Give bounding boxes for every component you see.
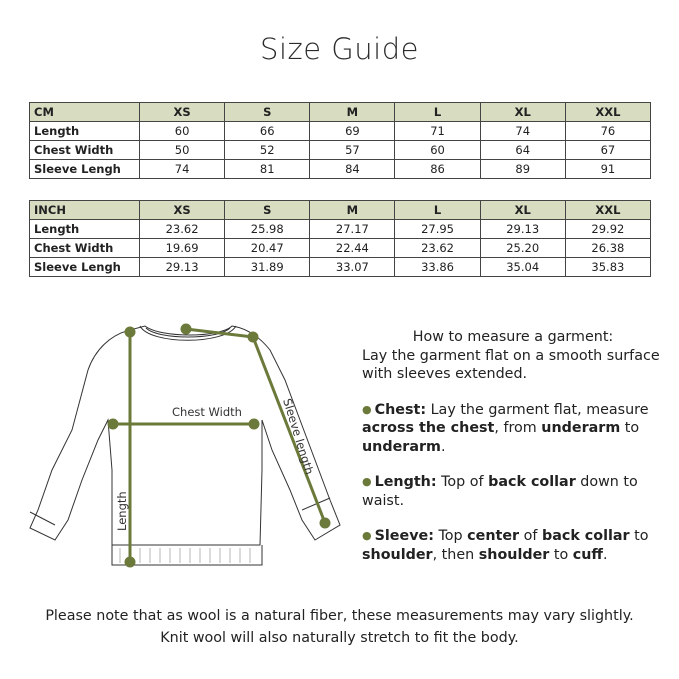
table-cell: 25.98 bbox=[225, 220, 310, 239]
table-cell: 89 bbox=[480, 160, 565, 179]
sleeve-length-label: Sleeve length bbox=[280, 396, 317, 477]
table-cell: 57 bbox=[310, 141, 395, 160]
table-header-cell: XS bbox=[140, 201, 225, 220]
table-cell: 74 bbox=[140, 160, 225, 179]
table-header-cell: S bbox=[225, 201, 310, 220]
table-cell: 50 bbox=[140, 141, 225, 160]
chest-text: to bbox=[620, 420, 640, 436]
row-label: Length bbox=[30, 122, 140, 141]
sleeve-text: to bbox=[549, 546, 573, 563]
sleeve-text: to bbox=[629, 528, 649, 544]
row-label: Sleeve Lengh bbox=[30, 258, 140, 277]
table-cell: 60 bbox=[395, 141, 480, 160]
row-label: Chest Width bbox=[30, 141, 140, 160]
table-header-cell: XL bbox=[480, 103, 565, 122]
table-cell: 26.38 bbox=[565, 239, 650, 258]
table-header-cell: XL bbox=[480, 201, 565, 220]
length-measure-dot bbox=[126, 558, 134, 566]
table-header-cell: S bbox=[225, 103, 310, 122]
sleeve-measure-dot bbox=[182, 325, 190, 333]
table-header-cell: XXL bbox=[565, 103, 650, 122]
table-cell: 66 bbox=[225, 122, 310, 141]
table-cell: 84 bbox=[310, 160, 395, 179]
table-header-cell: INCH bbox=[30, 201, 140, 220]
length-text: down to waist. bbox=[362, 474, 638, 509]
table-cell: 52 bbox=[225, 141, 310, 160]
sleeve-text-bold: center bbox=[467, 528, 520, 544]
sleeve-text: of bbox=[519, 528, 542, 544]
table-cell: 29.13 bbox=[480, 220, 565, 239]
footnote-line-2: Knit wool will also naturally stretch to fit the body. bbox=[160, 630, 519, 646]
table-cell: 35.83 bbox=[565, 258, 650, 277]
sleeve-text-bold: shoulder bbox=[362, 546, 433, 563]
page-title: Size Guide bbox=[260, 32, 419, 66]
bullet-icon: ● bbox=[362, 475, 372, 488]
table-header-cell: XXL bbox=[565, 201, 650, 220]
table-cell: 60 bbox=[140, 122, 225, 141]
sleeve-text: . bbox=[603, 546, 608, 563]
chest-text-bold: underarm bbox=[541, 420, 621, 436]
howto-chest bbox=[362, 401, 662, 457]
table-cell: 27.95 bbox=[395, 220, 480, 239]
table-cell: 20.47 bbox=[225, 239, 310, 258]
table-cell: 23.62 bbox=[395, 239, 480, 258]
table-cell: 33.07 bbox=[310, 258, 395, 277]
chest-text: , from bbox=[494, 420, 542, 436]
table-header-cell: L bbox=[395, 201, 480, 220]
table-cell: 76 bbox=[565, 122, 650, 141]
table-cell: 86 bbox=[395, 160, 480, 179]
table-cell: 25.20 bbox=[480, 239, 565, 258]
table-header-cell: M bbox=[310, 201, 395, 220]
chest-measure-dot bbox=[109, 420, 117, 428]
length-measure-dot bbox=[126, 328, 134, 336]
chest-text-bold: underarm bbox=[362, 438, 441, 455]
sleeve-text: Top bbox=[433, 528, 468, 544]
table-cell: 69 bbox=[310, 122, 395, 141]
row-label: Length bbox=[30, 220, 140, 239]
chest-text: Lay the garment flat, measure bbox=[426, 401, 649, 418]
table-cell: 23.62 bbox=[140, 220, 225, 239]
sleeve-heading: Sleeve: bbox=[374, 528, 434, 544]
chest-width-label: Chest Width bbox=[172, 405, 242, 419]
sleeve-text-bold: cuff bbox=[572, 546, 604, 563]
table-cell: 29.13 bbox=[140, 258, 225, 277]
chest-label: Chest: bbox=[374, 401, 427, 418]
chest-text: . bbox=[440, 438, 446, 455]
length-text-bold: back collar bbox=[488, 474, 576, 490]
table-cell: 22.44 bbox=[310, 239, 395, 258]
howto-length bbox=[362, 473, 662, 510]
sleeve-text-bold: shoulder bbox=[478, 546, 550, 563]
bullet-icon: ● bbox=[362, 529, 372, 542]
bullet-icon: ● bbox=[362, 402, 372, 416]
length-heading: Length: bbox=[374, 474, 437, 490]
sleeve-measure-dot bbox=[321, 519, 329, 527]
table-cell: 29.92 bbox=[565, 220, 650, 239]
how-to-measure bbox=[362, 328, 662, 564]
sleeve-measure-dot bbox=[249, 333, 257, 341]
sleeve-text-bold: back collar bbox=[541, 528, 630, 544]
table-cell: 35.04 bbox=[480, 258, 565, 277]
table-cell: 19.69 bbox=[140, 239, 225, 258]
table-cell: 64 bbox=[480, 141, 565, 160]
table-cell: 71 bbox=[395, 122, 480, 141]
table-cell: 81 bbox=[225, 160, 310, 179]
row-label: Sleeve Lengh bbox=[30, 160, 140, 179]
howto-intro: Lay the garment flat on a smooth surface with sleeves extended. bbox=[362, 347, 660, 382]
chest-measure-dot bbox=[250, 420, 258, 428]
table-header-cell: L bbox=[395, 103, 480, 122]
table-cell: 74 bbox=[480, 122, 565, 141]
table-header-cell: M bbox=[310, 103, 395, 122]
length-text: Top of bbox=[436, 474, 489, 490]
table-cell: 67 bbox=[565, 141, 650, 160]
table-cell: 31.89 bbox=[225, 258, 310, 277]
table-cell: 33.86 bbox=[395, 258, 480, 277]
table-header-cell: CM bbox=[30, 103, 140, 122]
table-cell: 27.17 bbox=[310, 220, 395, 239]
howto-heading: How to measure a garment: bbox=[412, 329, 614, 345]
footnote-line-1: Please note that as wool is a natural fiber, these measurements may vary slightly. bbox=[45, 608, 634, 624]
length-label: Length bbox=[115, 491, 129, 531]
table-cell: 91 bbox=[565, 160, 650, 179]
table-header-cell: XS bbox=[140, 103, 225, 122]
row-label: Chest Width bbox=[30, 239, 140, 258]
chest-text-bold: across the chest bbox=[362, 420, 495, 436]
howto-sleeve bbox=[362, 527, 662, 564]
sleeve-text: , then bbox=[432, 546, 479, 563]
